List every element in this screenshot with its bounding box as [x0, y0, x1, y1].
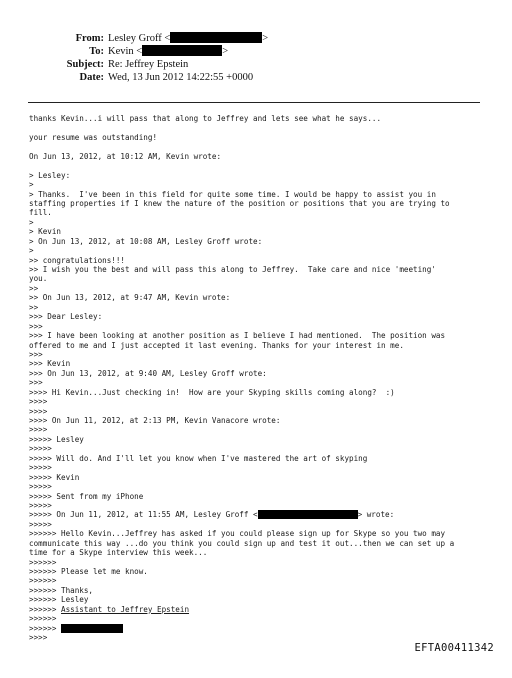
- body-line: [29, 218, 484, 227]
- body-line: [29, 510, 484, 519]
- body-line-text: > Thanks. I've been in this field for quite some time. I would be happy to assist you in: [29, 189, 436, 199]
- body-line-text: >>>> Hi Kevin...Just checking in! How are your Skyping skills coming along? :): [29, 387, 395, 397]
- signature-title: Assistant to Jeffrey Epstein: [61, 604, 190, 614]
- body-line: [29, 284, 484, 293]
- body-line-text: >>>>>: [29, 482, 52, 492]
- body-line: [29, 293, 484, 302]
- date-value: Wed, 13 Jun 2012 14:22:55 +0000: [108, 72, 254, 83]
- body-line-text: >>> Dear Lesley:: [29, 312, 103, 322]
- body-line: [29, 256, 484, 265]
- body-line-text: >: [29, 180, 34, 190]
- date-label: Date:: [79, 72, 104, 83]
- body-line: [29, 190, 484, 199]
- body-line-text: >>: [29, 283, 39, 293]
- body-line-text: thanks Kevin...i will pass that along to Jeffrey and lets see what he says...: [29, 114, 382, 123]
- body-line: [29, 567, 484, 576]
- from-label: From:: [75, 33, 104, 44]
- subject-value: Re: Jeffrey Epstein: [108, 59, 189, 70]
- body-line-text: On Jun 13, 2012, at 10:12 AM, Kevin wrote:: [29, 151, 222, 161]
- body-line-text: >> On Jun 13, 2012, at 9:47 AM, Kevin wrote:: [29, 293, 231, 303]
- body-line: [29, 454, 484, 463]
- to-value: Kevin <: [108, 46, 143, 57]
- body-line-text: >: [29, 217, 34, 227]
- body-line-text: >>>>>: [29, 500, 52, 510]
- subject-label: Subject:: [66, 59, 104, 70]
- body-line-text: >>>>>>: [29, 623, 62, 633]
- body-line-text: offered to me and I just accepted it last evening. Thanks for your interest in me.: [29, 340, 404, 350]
- body-line-text: your resume was outstanding!: [29, 132, 158, 142]
- body-line: [29, 388, 484, 397]
- body-line-text: >>>>>> Hello Kevin...Jeffrey has asked if you could please sign up for Skype so you two may: [29, 529, 446, 539]
- wrote-tail: > wrote:: [357, 510, 395, 520]
- body-line-text: > On Jun 13, 2012, at 10:08 AM, Lesley Groff wrote:: [29, 236, 263, 246]
- subject-row: [30, 58, 290, 71]
- body-line: [29, 539, 484, 548]
- body-line-text: >>>>>: [29, 519, 52, 529]
- body-line: [29, 378, 484, 387]
- body-line-text: >>>>: [29, 406, 48, 416]
- body-line-text: >>>>>>: [29, 557, 57, 567]
- to-tail: >: [222, 46, 229, 57]
- body-line: [29, 520, 484, 529]
- body-line: [29, 114, 484, 123]
- body-line: [29, 558, 484, 567]
- body-line-text: >>>>> Lesley: [29, 434, 84, 444]
- body-line-text: >>>> On Jun 11, 2012, at 2:13 PM, Kevin Vanacore wrote:: [29, 416, 281, 425]
- body-line: [29, 227, 484, 236]
- redaction-box: [170, 32, 262, 43]
- body-line: [29, 142, 484, 151]
- body-line: [29, 208, 484, 217]
- from-row: [30, 32, 290, 45]
- body-line-text: >>>: [29, 321, 43, 331]
- body-line-text: >>>: [29, 349, 43, 359]
- body-line-text: >> I wish you the best and will pass this along to Jeffrey. Take care and nice 'meeting': [29, 265, 436, 274]
- body-line: [29, 548, 484, 557]
- body-line: [29, 529, 484, 538]
- date-row: [30, 71, 290, 84]
- body-line-text: >: [29, 246, 34, 256]
- body-line: [29, 237, 484, 246]
- body-line-text: time for a Skype interview this week...: [29, 548, 208, 558]
- body-line: [29, 501, 484, 510]
- body-line-text: >> congratulations!!!: [29, 255, 126, 265]
- body-line: [29, 397, 484, 406]
- body-line-text: >>>>>>: [29, 604, 62, 614]
- body-line: [29, 492, 484, 501]
- redaction-box: [142, 45, 222, 56]
- from-tail: >: [262, 33, 269, 44]
- redaction-box: [61, 624, 123, 633]
- body-line-text: >>>>>>: [29, 576, 57, 586]
- body-line: [29, 605, 484, 614]
- body-line: [29, 246, 484, 255]
- body-line: [29, 265, 484, 274]
- body-line-text: >>>>: [29, 633, 48, 643]
- body-line: [29, 322, 484, 331]
- body-line: [29, 133, 484, 142]
- body-line-text: > Lesley:: [29, 170, 71, 180]
- body-line: [29, 463, 484, 472]
- body-line-text: communicate this way ...do you think you could sign up and test it out...then we can set up a: [29, 538, 455, 548]
- body-line-text: you.: [29, 274, 48, 284]
- email-body: [29, 114, 484, 643]
- body-line: [29, 171, 484, 180]
- header-divider: [28, 102, 480, 103]
- body-line-text: >>>>>> Please let me know.: [29, 567, 148, 576]
- to-row: [30, 45, 290, 58]
- body-line: [29, 341, 484, 350]
- body-line: [29, 161, 484, 170]
- body-line-text: >>>>>: [29, 444, 52, 454]
- body-line-text: >>>: [29, 378, 43, 388]
- body-line: [29, 123, 484, 132]
- body-line: [29, 624, 484, 633]
- body-line-text: >>>>> On Jun 11, 2012, at 11:55 AM, Lesley Groff <: [29, 510, 258, 520]
- body-line: [29, 576, 484, 585]
- body-line-text: >>> On Jun 13, 2012, at 9:40 AM, Lesley Groff wrote:: [29, 368, 267, 378]
- redaction-box: [258, 510, 358, 519]
- email-header: [30, 32, 290, 84]
- from-value: Lesley Groff <: [108, 33, 171, 44]
- body-line: [29, 444, 484, 453]
- body-line: [29, 274, 484, 283]
- body-line-text: >>>>> Sent from my iPhone: [29, 491, 144, 501]
- body-line: [29, 416, 484, 425]
- body-line-text: > Kevin: [29, 227, 62, 237]
- body-line-text: >>> I have been looking at another position as I believe I had mentioned. The position was: [29, 331, 446, 341]
- body-line: [29, 435, 484, 444]
- body-line-text: >>>>> Will do. And I'll let you know when I've mastered the art of skyping: [29, 453, 368, 463]
- body-line-text: >>>>> Kevin: [29, 472, 80, 482]
- body-line: [29, 312, 484, 321]
- body-line: [29, 614, 484, 623]
- body-line-text: >>>>>>: [29, 614, 57, 624]
- body-line: [29, 350, 484, 359]
- body-line: [29, 407, 484, 416]
- body-line-text: >>>>>> Thanks,: [29, 585, 94, 595]
- body-line-text: >>>>: [29, 397, 48, 407]
- body-line: [29, 331, 484, 340]
- body-line: [29, 595, 484, 604]
- body-line-text: fill.: [29, 208, 52, 218]
- body-line: [29, 199, 484, 208]
- body-line: [29, 586, 484, 595]
- body-line-text: >>>>>> Lesley: [29, 595, 89, 605]
- body-line-text: >>: [29, 302, 39, 312]
- body-line: [29, 369, 484, 378]
- to-label: To:: [89, 46, 104, 57]
- body-line-text: >>> Kevin: [29, 359, 71, 369]
- body-line: [29, 180, 484, 189]
- body-line: [29, 425, 484, 434]
- body-line-text: >>>>>: [29, 463, 52, 473]
- body-line: [29, 482, 484, 491]
- body-line-text: staffing properties if I knew the nature of the position or positions that you are trying to: [29, 198, 450, 208]
- body-line: [29, 303, 484, 312]
- body-line: [29, 473, 484, 482]
- body-line-text: >>>>: [29, 425, 48, 435]
- document-id: EFTA00411342: [414, 642, 494, 654]
- body-line: [29, 359, 484, 368]
- body-line: [29, 152, 484, 161]
